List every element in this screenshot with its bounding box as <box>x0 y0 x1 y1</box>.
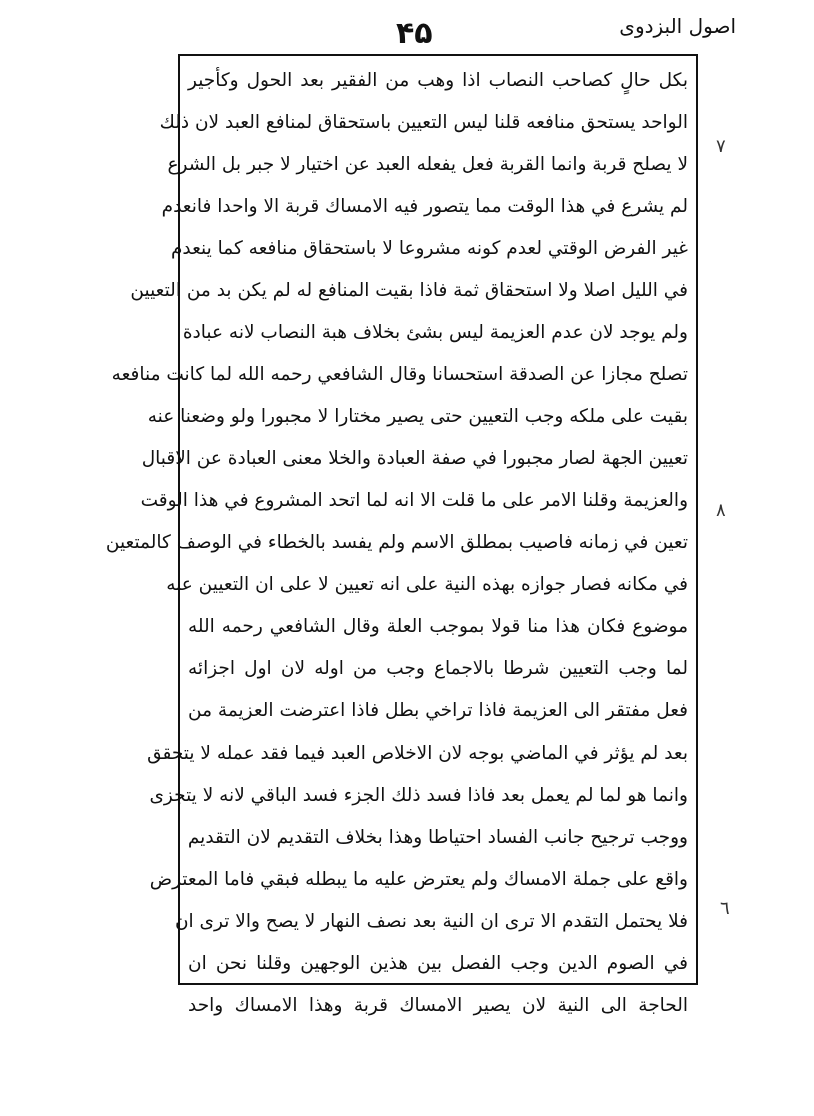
text-line: والعزيمة وقلنا الامر على ما قلت الا انه لما اتحد المشروع في هذا الوقت <box>140 490 688 512</box>
page-number: ۴۵ <box>396 16 433 51</box>
text-line: في الصوم الدين وجب الفصل بين هذين الوجهين وقلنا نحن ان <box>188 952 688 974</box>
text-line: فلا يحتمل التقدم الا ترى ان النية بعد نصف النهار لا يصح والا ترى ان <box>174 910 688 932</box>
text-line: الحاجة الى النية لان يصير الامساك قربة وهذا الامساك واحد <box>188 994 688 1016</box>
text-line: ولم يوجد لان عدم العزيمة ليس بشئ بخلاف هبة النصاب لانه عبادة <box>182 322 688 344</box>
text-line: في الليل اصلا ولا استحقاق ثمة فاذا بقيت المنافع له لم يكن بد من التعيين <box>130 280 688 302</box>
text-line: لم يشرع في هذا الوقت مما يتصور فيه الامساك قربة الا واحدا فانعدم <box>161 196 688 218</box>
text-line: في مكانه فصار جوازه بهذه النية على انه تعيين لا على ان التعيين عنه <box>166 574 688 596</box>
page-header <box>0 0 814 60</box>
text-line: تعيين الجهة لصار مجبورا في صفة العبادة والخلا معنى العبادة عن الاقبال <box>141 448 688 470</box>
text-line: لما وجب التعيين شرطا بالاجماع وجب من اوله لان اول اجزائه <box>188 658 688 680</box>
main-text <box>105 60 698 1016</box>
book-title: اصول البزدوی <box>619 14 736 38</box>
text-line: لا يصلح قربة وانما القربة فعل يفعله العبد عن اختيار لا جبر بل الشرع <box>167 154 688 176</box>
text-line: بكل حالٍ كصاحب النصاب اذا وهب من الفقير بعد الحول وكأجير <box>188 70 688 91</box>
margin-note-mark: ٦ <box>720 898 730 919</box>
text-line: واقع على جملة الامساك ولم يعترض عليه ما يبطله فبقي فاما المعترض <box>149 868 688 890</box>
text-line: الواحد يستحق منافعه قلنا ليس التعيين باستحقاق لمنافع العبد لان ذلك <box>159 112 688 134</box>
text-line: وانما هو لما لم يعمل بعد فاذا فسد ذلك الجزء فسد الباقي لانه لا يتجزى <box>149 784 688 806</box>
text-line: تعين في زمانه فاصيب بمطلق الاسم ولم يفسد بالخطاء في الوصف كالمتعين <box>105 532 688 554</box>
text-line: تصلح مجازا عن الصدقة استحسانا وقال الشافعي رحمه الله لما كانت منافعه <box>111 364 688 386</box>
text-line: بعد لم يؤثر في الماضي بوجه لان الاخلاص العبد فيما فقد عمله لا يتحقق <box>147 742 688 764</box>
margin-note-mark: ٨ <box>716 500 726 521</box>
text-line: فعل مفتقر الى العزيمة فاذا تراخي بطل فاذا اعترضت العزيمة من <box>188 700 688 722</box>
text-line: بقيت على ملكه وجب التعيين حتى يصير مختارا لا مجبورا ولو وضعنا عنه <box>147 406 688 428</box>
text-line: غير الفرض الوقتي لعدم كونه مشروعا لا باستحقاق منافعه كما ينعدم <box>170 238 688 260</box>
margin-note-mark: ٧ <box>716 136 726 157</box>
text-line: موضوع فكان هذا منا قولا بموجب العلة وقال الشافعي رحمه الله <box>188 616 688 638</box>
text-line: ووجب ترجيح جانب الفساد احتياطا وهذا بخلاف التقديم لان التقديم <box>187 826 688 848</box>
